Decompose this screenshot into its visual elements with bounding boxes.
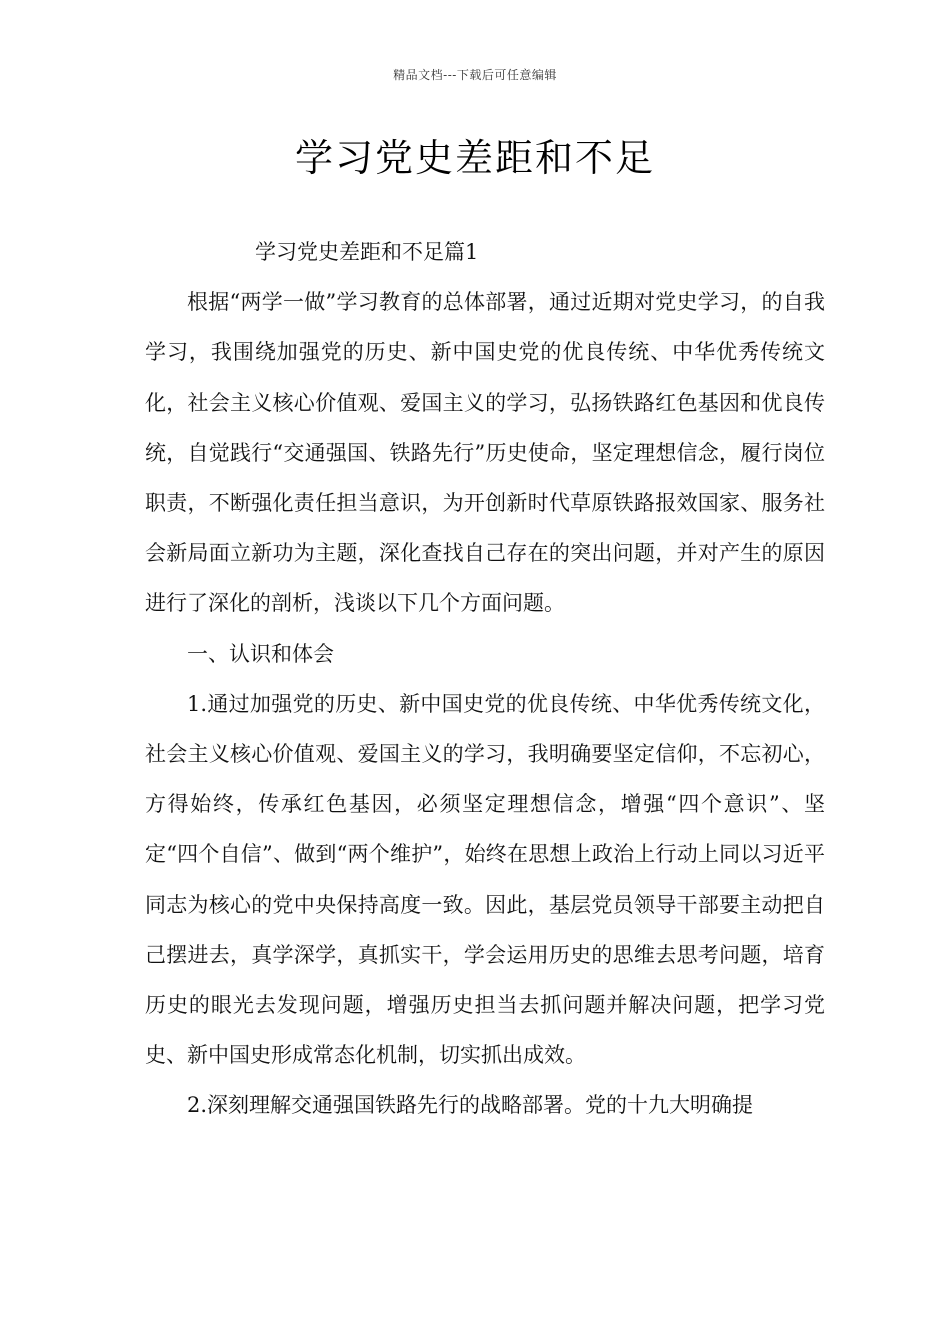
paragraph-point-2: 2.深刻理解交通强国铁路先行的战略部署。党的十九大明确提 — [187, 1093, 754, 1118]
document-subtitle: 学习党史差距和不足篇1 — [255, 240, 479, 264]
page-header-note: 精品文档---下载后可任意编辑 — [393, 68, 557, 82]
document-title: 学习党史差距和不足 — [294, 136, 655, 180]
paragraph-intro: 根据“两学一做”学习教育的总体部署，通过近期对党史学习，的自我学习，我围绕加强党的历史、新中国史党的优良传统、中华优秀传统文化，社会主义核心价值观、爱国主义的学习，弘扬铁路红色基因和优良传统，自觉践行“交通强国、铁路先行”历史使命，坚定理想信念，履行岗位职责，不断强化责任担当意识，为开创新时代草原铁路报效国家、服务社会新局面立新功为主题，深化查找自己存在的突出问题，并对产生的原因进行了深化的剖析，浅谈以下几个方面问题。 — [145, 290, 825, 616]
section-heading: 一、认识和体会 — [187, 641, 334, 666]
document-body — [145, 227, 825, 1131]
paragraph-point-1: 1.通过加强党的历史、新中国史党的优良传统、中华优秀传统文化，社会主义核心价值观、爱国主义的学习，我明确要坚定信仰，不忘初心，方得始终，传承红色基因，必须坚定理想信念，增强“四个意识”、坚定“四个自信”、做到“两个维护”，始终在思想上政治上行动上同以习近平同志为核心的党中央保持高度一致。因此，基层党员领导干部要主动把自己摆进去，真学深学，真抓实干，学会运用历史的思维去思考问题，培育历史的眼光去发现问题，增强历史担当去抓问题并解决问题，把学习党史、新中国史形成常态化机制，切实抓出成效。 — [145, 691, 825, 1068]
